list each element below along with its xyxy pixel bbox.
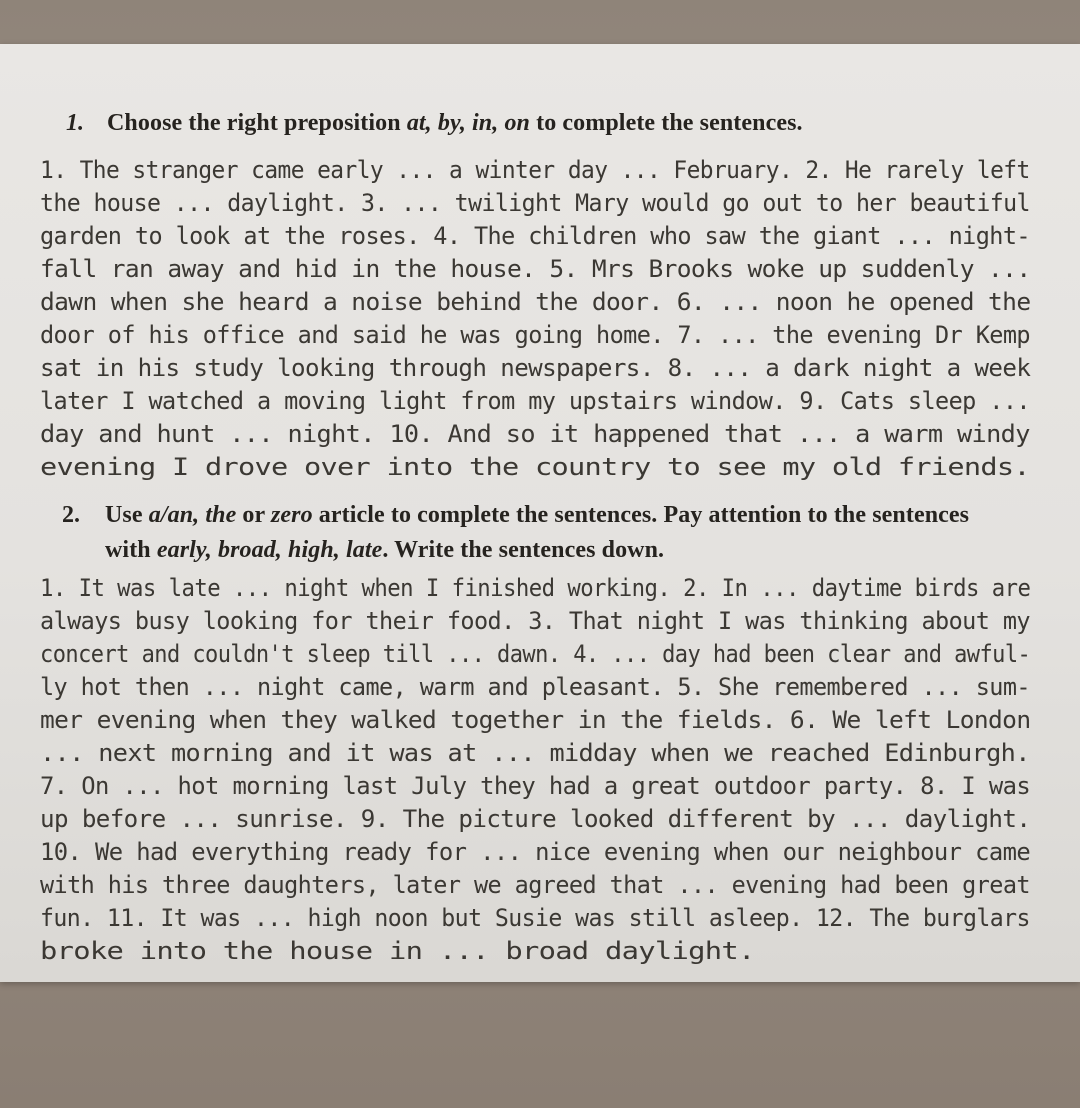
exercise-2-number: 2. — [62, 502, 80, 528]
exercise-2-title-part: Use — [105, 502, 149, 528]
exercise-1-line: later I watched a moving light from my upstairs window. 9. Cats sleep ... — [40, 387, 1030, 415]
exercise-2-line: mer evening when they walked together in the fields. 6. We left London — [40, 706, 1031, 734]
exercise-2-line: ly hot then ... night came, warm and pleasant. 5. She remembered ... sum- — [40, 673, 1030, 701]
exercise-1-line: fall ran away and hid in the house. 5. Mrs Brooks woke up suddenly ... — [40, 255, 1031, 283]
exercise-2-line: 7. On ... hot morning last July they had a great outdoor party. 8. I was — [40, 772, 1031, 800]
exercise-1-line: 1. The stranger came early ... a winter day ... February. 2. He rarely left — [40, 156, 1030, 184]
exercise-2-line: broke into the house in ... broad daylight. — [40, 937, 755, 965]
exercise-2-title-part: with — [105, 537, 157, 563]
exercise-2-title-part: . Write the sentences down. — [382, 537, 665, 563]
exercise-1-line: garden to look at the roses. 4. The children who saw the giant ... night- — [40, 222, 1030, 250]
exercise-1-line: door of his office and said he was going home. 7. ... the evening Dr Kemp — [40, 321, 1030, 349]
exercise-1-line: day and hunt ... night. 10. And so it happened that ... a warm windy — [40, 420, 1030, 448]
exercise-2-title-line-2 — [105, 537, 664, 564]
exercise-2-line: 10. We had everything ready for ... nice evening when our neighbour came — [40, 838, 1031, 866]
exercise-2-title-part: or — [236, 502, 271, 528]
exercise-2-title-adjectives: early, broad, high, late — [156, 537, 383, 563]
exercise-2-line: ... next morning and it was at ... midday when we reached Edinburgh. — [40, 739, 1030, 767]
exercise-1-line: the house ... daylight. 3. ... twilight Mary would go out to her beautiful — [40, 189, 1030, 217]
exercise-1-line: dawn when she heard a noise behind the door. 6. ... noon he opened the — [40, 288, 1031, 316]
exercise-2-line: always busy looking for their food. 3. That night I was thinking about my — [40, 607, 1030, 635]
exercise-2-title-part: article to complete the sentences. Pay attention to the sentences — [312, 502, 970, 528]
exercise-1-line: sat in his study looking through newspapers. 8. ... a dark night a week — [40, 354, 1031, 382]
exercise-2-line: 1. It was late ... night when I finished working. 2. In ... daytime birds are — [40, 574, 1031, 602]
exercise-1-title-part: Choose the right preposition — [107, 110, 407, 136]
exercise-2-line: fun. 11. It was ... high noon but Susie was still asleep. 12. The burglars — [40, 904, 1030, 932]
exercise-2-title-line-1 — [105, 502, 969, 529]
exercise-1-title-part: to complete the sentences. — [530, 110, 803, 136]
exercise-2-line: with his three daughters, later we agreed that ... evening had been great — [40, 871, 1030, 899]
exercise-1-line: evening I drove over into the country to see my old friends. — [40, 453, 1030, 481]
exercise-1-title-prepositions: at, by, in, on — [406, 110, 531, 136]
exercise-2-line: concert and couldn't sleep till ... dawn. 4. ... day had been clear and awful- — [40, 640, 1031, 668]
exercise-1-number: 1. — [66, 110, 84, 136]
textbook-page — [0, 44, 1080, 982]
exercise-2-title-articles: a/an, the — [148, 502, 237, 528]
exercise-1-title — [107, 110, 803, 137]
exercise-2-line: up before ... sunrise. 9. The picture looked different by ... daylight. — [40, 805, 1031, 833]
exercise-2-title-zero: zero — [270, 502, 313, 528]
